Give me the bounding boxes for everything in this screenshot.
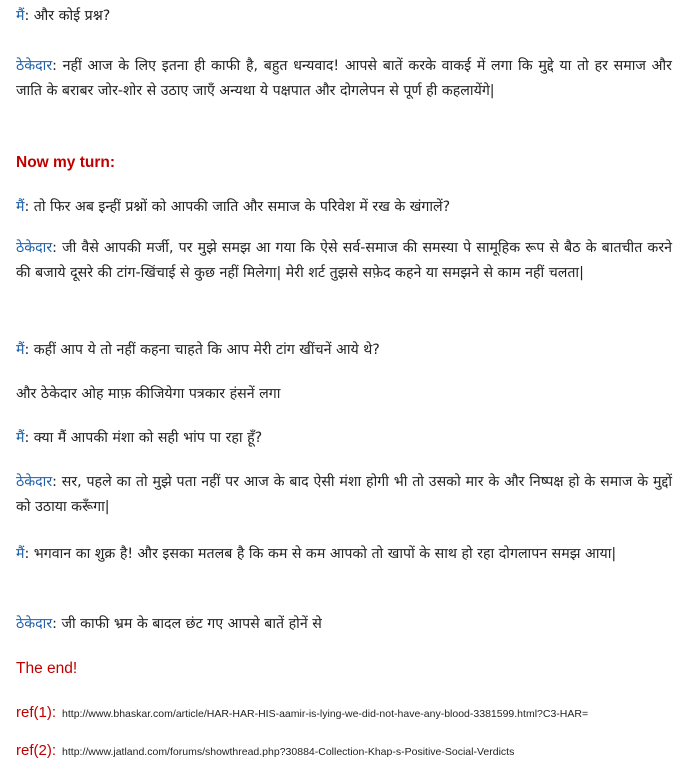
speaker-me: मैं: [16, 199, 25, 215]
dialogue-text: क्या मैं आपकी मंशा को सही भांप पा रहा हूँ?: [33, 430, 263, 446]
dialogue-line: मैं: भगवान का शुक्र है! और इसका मतलब है कि कम से कम आपको तो खापों के साथ हो रहा दोगलापन समझ आया|: [16, 546, 617, 562]
the-end-label: The end!: [16, 660, 78, 677]
dialogue-text: तो फिर अब इन्हीं प्रश्नों को आपकी जाति और समाज के परिवेश में रख के खंगालें?: [33, 199, 451, 215]
dialogue-line: ठेकेदार: नहीं आज के लिए इतना ही काफी है, बहुत धन्यवाद! आपसे बातें करके वाकई में लगा कि मुद्दे या तो हर समाज और जाति के बराबर जोर-शोर से उठाए जाएँ अन्यथा ये पक्षपात और दोगलेपन से पूर्ण ही कहलायेंगे|: [16, 58, 672, 99]
narration-line: और ठेकेदार ओह माफ़ कीजियेगा पत्रकार हंसनें लगा: [16, 386, 281, 402]
dialogue-text: सर, पहले का तो मुझे पता नहीं पर आज के बाद ऐसी मंशा होगी भी तो उसको मार के और निष्पक्ष हो के समाज के मुद्दों को उठाया करूँगा|: [16, 474, 672, 515]
dialogue-text: जी वैसे आपकी मर्जी, पर मुझे समझ आ गया कि ऐसे सर्व-समाज की समस्या पे सामूहिक रूप से बैठ के बातचीत करने की बजाये दूसरे की टांग-खिंचाई से कुछ नहीं मिलेगा| मेरी शर्ट तुझसे सफ़ेद कहने या समझने से काम नहीं चलता|: [16, 240, 672, 281]
speaker-me: मैं: [16, 8, 25, 24]
dialogue-text: नहीं आज के लिए इतना ही काफी है, बहुत धन्यवाद! आपसे बातें करके वाकई में लगा कि मुद्दे या तो हर समाज और जाति के बराबर जोर-शोर से उठाए जाएँ अन्यथा ये पक्षपात और दोगलेपन से पूर्ण ही कहलायेंगे|: [16, 58, 672, 99]
dialogue-line: मैं: और कोई प्रश्न?: [16, 8, 111, 24]
speaker-contractor: ठेकेदार: [16, 474, 53, 490]
section-heading: Now my turn:: [16, 154, 116, 171]
reference-link[interactable]: http://www.jatland.com/forums/showthread.php?30884-Collection-Khap-s-Positive-Social-Verdicts: [62, 746, 515, 758]
dialogue-line: ठेकेदार: सर, पहले का तो मुझे पता नहीं पर आज के बाद ऐसी मंशा होगी भी तो उसको मार के और निष्पक्ष हो के समाज के मुद्दों को उठाया करूँगा|: [16, 474, 672, 515]
reference-1: [16, 702, 588, 721]
dialogue-line: ठेकेदार: जी वैसे आपकी मर्जी, पर मुझे समझ आ गया कि ऐसे सर्व-समाज की समस्या पे सामूहिक रूप से बैठ के बातचीत करने की बजाये दूसरे की टांग-खिंचाई से कुछ नहीं मिलेगा| मेरी शर्ट तुझसे सफ़ेद कहने या समझने से काम नहीं चलता|: [16, 240, 672, 281]
dialogue-text: और कोई प्रश्न?: [33, 8, 111, 24]
speaker-contractor: ठेकेदार: [16, 240, 53, 256]
speaker-me: मैं: [16, 546, 25, 562]
reference-label: ref(1):: [16, 704, 57, 721]
dialogue-line: मैं: क्या मैं आपकी मंशा को सही भांप पा रहा हूँ?: [16, 430, 263, 446]
dialogue-text: भगवान का शुक्र है! और इसका मतलब है कि कम से कम आपको तो खापों के साथ हो रहा दोगलापन समझ आया|: [33, 546, 617, 562]
reference-label: ref(2):: [16, 742, 57, 759]
dialogue-line: ठेकेदार: जी काफी भ्रम के बादल छंट गए आपसे बातें होनें से: [16, 616, 322, 632]
reference-2: [16, 740, 514, 759]
dialogue-text: कहीं आप ये तो नहीं कहना चाहते कि आप मेरी टांग खींचनें आये थे?: [33, 342, 380, 358]
speaker-contractor: ठेकेदार: [16, 616, 53, 632]
dialogue-line: मैं: कहीं आप ये तो नहीं कहना चाहते कि आप मेरी टांग खींचनें आये थे?: [16, 342, 380, 358]
speaker-me: मैं: [16, 342, 25, 358]
speaker-me: मैं: [16, 430, 25, 446]
speaker-contractor: ठेकेदार: [16, 58, 53, 74]
dialogue-text: जी काफी भ्रम के बादल छंट गए आपसे बातें होनें से: [61, 616, 322, 632]
dialogue-line: मैं: तो फिर अब इन्हीं प्रश्नों को आपकी जाति और समाज के परिवेश में रख के खंगालें?: [16, 199, 451, 215]
reference-link[interactable]: http://www.bhaskar.com/article/HAR-HAR-HIS-aamir-is-lying-we-did-not-have-any-blood-3381599.html?C3-HAR=: [62, 708, 589, 720]
